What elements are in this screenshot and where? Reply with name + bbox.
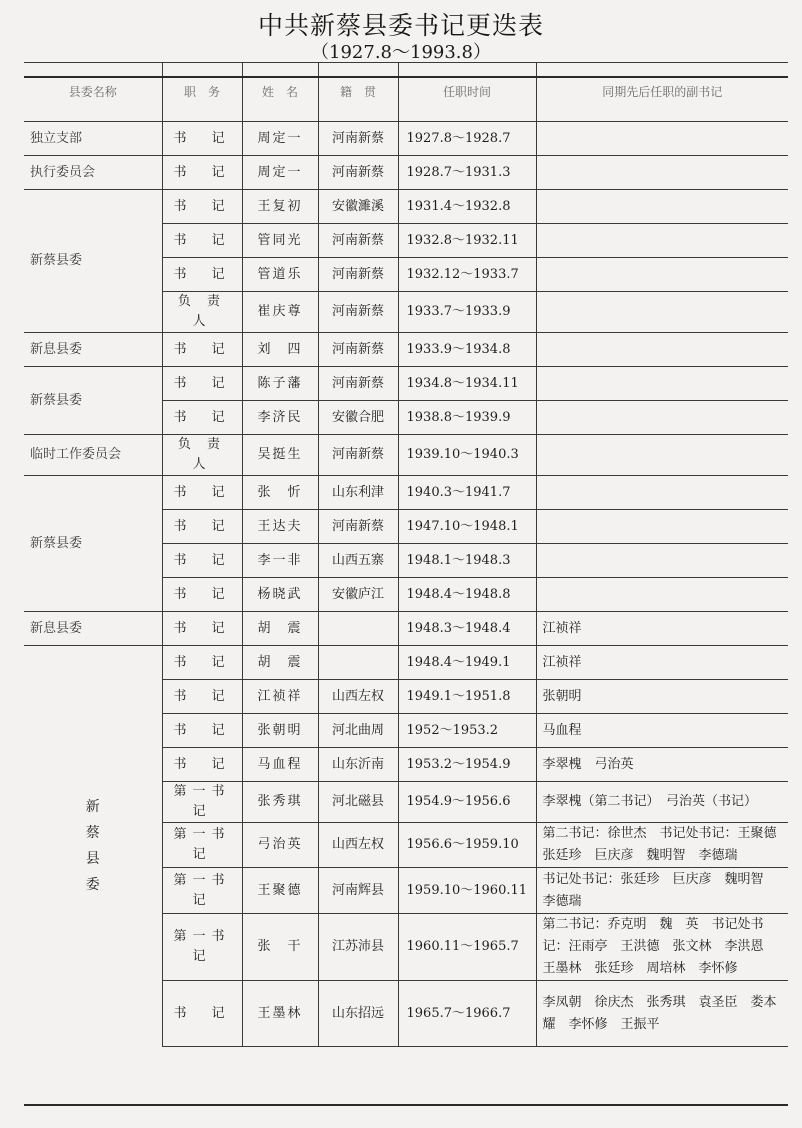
table-header-row: [24, 63, 788, 122]
person-name: 吴挺生: [242, 435, 318, 476]
committee-name: 新蔡县委: [24, 476, 162, 612]
committee-name: 执行委员会: [24, 156, 162, 190]
term-cell: 1934.8～1934.11: [398, 367, 536, 401]
origin-cell: 河南新蔡: [318, 367, 398, 401]
bottom-rule: [24, 1104, 788, 1106]
position-cell: 书 记: [162, 680, 242, 714]
origin-cell: 山西五寨: [318, 544, 398, 578]
term-cell: 1947.10～1948.1: [398, 510, 536, 544]
committee-name: 新 蔡 县 委: [24, 646, 162, 1047]
deputies-cell: 书记处书记：张廷珍 巨庆彦 魏明智 李德瑞: [536, 868, 788, 914]
position-cell: 负 责 人: [162, 435, 242, 476]
position-cell: 第一书记: [162, 868, 242, 914]
term-cell: 1948.4～1948.8: [398, 578, 536, 612]
deputies-cell: [536, 476, 788, 510]
position-cell: 第一书记: [162, 823, 242, 868]
position-cell: 第一书记: [162, 914, 242, 981]
deputies-cell: 第二书记：徐世杰 书记处书记：王聚德 张廷珍 巨庆彦 魏明智 李德瑞: [536, 823, 788, 868]
origin-cell: 安徽合肥: [318, 401, 398, 435]
position-cell: 书 记: [162, 258, 242, 292]
person-name: 马血程: [242, 748, 318, 782]
committee-name: 临时工作委员会: [24, 435, 162, 476]
person-name: 周定一: [242, 156, 318, 190]
position-cell: 书 记: [162, 981, 242, 1047]
header-origin: 籍 贯: [318, 63, 398, 122]
origin-cell: 河南辉县: [318, 868, 398, 914]
origin-cell: 河南新蔡: [318, 224, 398, 258]
table-row: [24, 435, 788, 476]
top-rule: [24, 76, 788, 78]
header-committee: 县委名称: [24, 63, 162, 122]
person-name: 张秀琪: [242, 782, 318, 823]
term-cell: 1965.7～1966.7: [398, 981, 536, 1047]
term-cell: 1939.10～1940.3: [398, 435, 536, 476]
origin-cell: 安徽濉溪: [318, 190, 398, 224]
committee-name: 新息县委: [24, 612, 162, 646]
position-cell: 书 记: [162, 476, 242, 510]
deputies-cell: 李翠槐 弓治英: [536, 748, 788, 782]
position-cell: 书 记: [162, 714, 242, 748]
origin-cell: 河南新蔡: [318, 435, 398, 476]
deputies-cell: [536, 435, 788, 476]
position-cell: 书 记: [162, 224, 242, 258]
term-cell: 1927.8～1928.7: [398, 122, 536, 156]
table-row: [24, 612, 788, 646]
committee-name: 新息县委: [24, 333, 162, 367]
term-cell: 1931.4～1932.8: [398, 190, 536, 224]
deputies-cell: [536, 122, 788, 156]
deputies-cell: 江祯祥: [536, 646, 788, 680]
person-name: 周定一: [242, 122, 318, 156]
origin-cell: [318, 612, 398, 646]
position-cell: 书 记: [162, 510, 242, 544]
deputies-cell: [536, 156, 788, 190]
position-cell: 书 记: [162, 578, 242, 612]
origin-cell: 河南新蔡: [318, 292, 398, 333]
header-term: 任职时间: [398, 63, 536, 122]
header-position: 职 务: [162, 63, 242, 122]
origin-cell: 河南新蔡: [318, 122, 398, 156]
person-name: 王聚德: [242, 868, 318, 914]
deputies-cell: [536, 190, 788, 224]
table-row: [24, 367, 788, 401]
position-cell: 书 记: [162, 544, 242, 578]
term-cell: 1952～1953.2: [398, 714, 536, 748]
deputies-cell: 江祯祥: [536, 612, 788, 646]
person-name: 崔庆尊: [242, 292, 318, 333]
person-name: 弓治英: [242, 823, 318, 868]
term-cell: 1933.7～1933.9: [398, 292, 536, 333]
term-cell: 1933.9～1934.8: [398, 333, 536, 367]
person-name: 管道乐: [242, 258, 318, 292]
position-cell: 第一书记: [162, 782, 242, 823]
committee-name: 独立支部: [24, 122, 162, 156]
person-name: 胡 震: [242, 612, 318, 646]
term-cell: 1960.11～1965.7: [398, 914, 536, 981]
table-row: [24, 156, 788, 190]
position-cell: 书 记: [162, 190, 242, 224]
committee-name: 新蔡县委: [24, 367, 162, 435]
person-name: 胡 震: [242, 646, 318, 680]
committee-name: 新蔡县委: [24, 190, 162, 333]
table-row: [24, 122, 788, 156]
table-row: [24, 476, 788, 510]
header-deputies: 同期先后任职的副书记: [536, 63, 788, 122]
deputies-cell: [536, 333, 788, 367]
term-cell: 1948.1～1948.3: [398, 544, 536, 578]
origin-cell: 山东沂南: [318, 748, 398, 782]
table-row: [24, 333, 788, 367]
deputies-cell: [536, 292, 788, 333]
deputies-cell: [536, 510, 788, 544]
person-name: 张 忻: [242, 476, 318, 510]
origin-cell: 河南新蔡: [318, 510, 398, 544]
term-cell: 1940.3～1941.7: [398, 476, 536, 510]
position-cell: 书 记: [162, 646, 242, 680]
term-cell: 1949.1～1951.8: [398, 680, 536, 714]
deputies-cell: [536, 258, 788, 292]
header-name: 姓 名: [242, 63, 318, 122]
person-name: 李济民: [242, 401, 318, 435]
person-name: 陈子藩: [242, 367, 318, 401]
deputies-cell: 张朝明: [536, 680, 788, 714]
position-cell: 书 记: [162, 333, 242, 367]
origin-cell: 河北曲周: [318, 714, 398, 748]
position-cell: 书 记: [162, 122, 242, 156]
origin-cell: 山西左权: [318, 680, 398, 714]
page-title: 中共新蔡县委书记更迭表: [257, 11, 544, 40]
term-cell: 1928.7～1931.3: [398, 156, 536, 190]
table-row: [24, 646, 788, 680]
origin-cell: 山东利津: [318, 476, 398, 510]
deputies-cell: [536, 401, 788, 435]
term-cell: 1959.10～1960.11: [398, 868, 536, 914]
secretary-table: [24, 62, 788, 1047]
origin-cell: 山东招远: [318, 981, 398, 1047]
person-name: 张朝明: [242, 714, 318, 748]
deputies-cell: [536, 544, 788, 578]
position-cell: 书 记: [162, 748, 242, 782]
term-cell: 1948.4～1949.1: [398, 646, 536, 680]
deputies-cell: [536, 367, 788, 401]
table-row: [24, 190, 788, 224]
term-cell: 1954.9～1956.6: [398, 782, 536, 823]
term-cell: 1956.6～1959.10: [398, 823, 536, 868]
position-cell: 负 责 人: [162, 292, 242, 333]
deputies-cell: [536, 224, 788, 258]
person-name: 杨晓武: [242, 578, 318, 612]
person-name: 李一非: [242, 544, 318, 578]
person-name: 管同光: [242, 224, 318, 258]
origin-cell: 河南新蔡: [318, 333, 398, 367]
origin-cell: 安徽庐江: [318, 578, 398, 612]
person-name: 张 干: [242, 914, 318, 981]
term-cell: 1953.2～1954.9: [398, 748, 536, 782]
person-name: 刘 四: [242, 333, 318, 367]
position-cell: 书 记: [162, 156, 242, 190]
deputies-cell: 李凤朝 徐庆杰 张秀琪 袁圣臣 娄本耀 李怀修 王振平: [536, 981, 788, 1047]
person-name: 王墨林: [242, 981, 318, 1047]
position-cell: 书 记: [162, 612, 242, 646]
origin-cell: 河南新蔡: [318, 156, 398, 190]
person-name: 王达夫: [242, 510, 318, 544]
origin-cell: 河北磁县: [318, 782, 398, 823]
deputies-cell: 马血程: [536, 714, 788, 748]
page-subtitle: （1927.8～1993.8）: [311, 42, 491, 63]
person-name: 王复初: [242, 190, 318, 224]
term-cell: 1938.8～1939.9: [398, 401, 536, 435]
position-cell: 书 记: [162, 401, 242, 435]
term-cell: 1932.8～1932.11: [398, 224, 536, 258]
deputies-cell: 李翠槐（第二书记） 弓治英（书记）: [536, 782, 788, 823]
deputies-cell: 第二书记：乔克明 魏 英 书记处书记：汪雨亭 王洪德 张文林 李洪恩 王墨林 张廷珍 周培林 李怀修: [536, 914, 788, 981]
term-cell: 1932.12～1933.7: [398, 258, 536, 292]
origin-cell: 河南新蔡: [318, 258, 398, 292]
deputies-cell: [536, 578, 788, 612]
origin-cell: 江苏沛县: [318, 914, 398, 981]
origin-cell: 山西左权: [318, 823, 398, 868]
position-cell: 书 记: [162, 367, 242, 401]
person-name: 江祯祥: [242, 680, 318, 714]
term-cell: 1948.3～1948.4: [398, 612, 536, 646]
origin-cell: [318, 646, 398, 680]
